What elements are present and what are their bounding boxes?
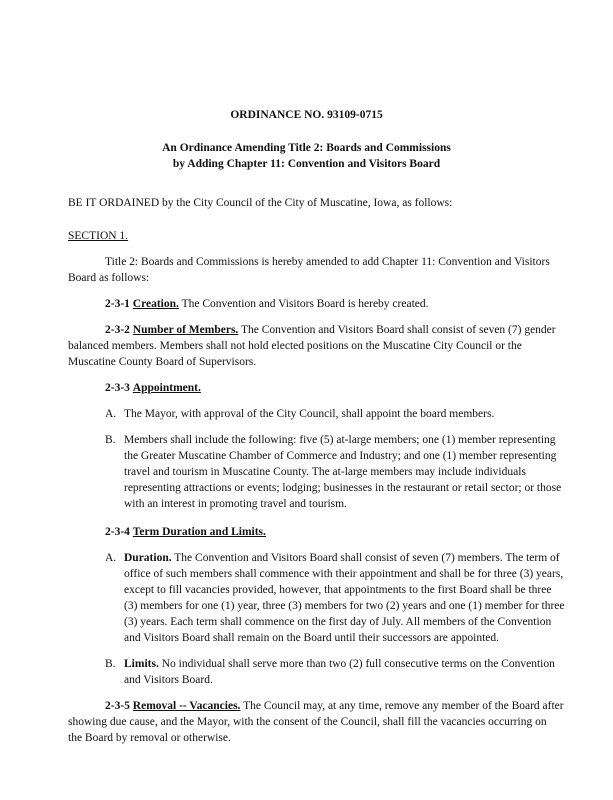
list-item-line: No individual shall serve more than two (2) full consecutive terms on the Convention	[161, 658, 555, 670]
section-text: The Council may, at any time, remove any member of the Board after	[243, 700, 564, 712]
section-heading	[68, 228, 558, 244]
list-item-text: (3) members for one (1) year, three (3) members for two (2) years and one (1) member for three	[124, 600, 565, 612]
list-item-b	[68, 432, 562, 512]
section-heading-text: SECTION 1.	[68, 230, 129, 242]
section-text: The Convention and Visitors Board is hereby created.	[181, 298, 429, 310]
list-item-text: The Mayor, with approval of the City Council, shall appoint the board members.	[124, 408, 495, 420]
section-text-line: showing due cause, and the Mayor, with the consent of the Council, shall fill the vacancies occurring on	[68, 716, 547, 728]
section-2-3-4	[68, 524, 558, 540]
section-text-line: balanced members. Members shall not hold elected positions on the Muscatine City Council or the	[68, 340, 522, 352]
section-text-line: Muscatine County Board of Supervisors.	[68, 356, 257, 368]
list-letter: A.	[105, 552, 117, 564]
list-item-text	[124, 550, 565, 566]
list-item-text: with an interest in promoting travel and tourism.	[124, 498, 347, 510]
section-heading: Appointment.	[132, 382, 201, 394]
list-item-text: travel and tourism in Muscatine County. The at-large members may include individuals	[124, 466, 526, 478]
list-item-term: Limits.	[124, 658, 159, 670]
intro-line: Title 2: Boards and Commissions is hereby amended to add Chapter 11: Convention and Visitors	[105, 256, 550, 268]
section-number: 2-3-5	[105, 700, 130, 712]
list-item-text: (3) years. Each term shall commence on the first day of July. All members of the Convention	[124, 616, 552, 628]
list-item-text: and Visitors Board shall remain on the Board until their successors are appointed.	[124, 632, 499, 644]
list-item-text	[124, 656, 555, 672]
list-item-text: the Greater Muscatine Chamber of Commerce and Industry; and one (1) member representing	[124, 450, 557, 462]
list-letter: B.	[105, 434, 116, 446]
section-number: 2-3-3	[105, 382, 130, 394]
list-item-b	[68, 656, 558, 688]
section-heading: Number of Members.	[132, 324, 239, 336]
ordinance-title: ORDINANCE NO. 93109-0715	[230, 109, 383, 121]
list-item-line: The Convention and Visitors Board shall consist of seven (7) members. The term of	[174, 552, 560, 564]
section-number: 2-3-4	[105, 526, 130, 538]
list-item-a	[68, 550, 565, 646]
section-heading: Removal -- Vacancies.	[132, 700, 241, 712]
list-item-text: Members shall include the following: five (5) at-large members; one (1) member representing	[124, 434, 556, 446]
subtitle-line: An Ordinance Amending Title 2: Boards and Commissions	[162, 142, 451, 154]
list-item-text: except to fill vacancies provided, however, that appointments to the first Board shall be three	[124, 584, 552, 596]
list-item-text: and Visitors Board.	[124, 674, 213, 686]
subtitle-line: by Adding Chapter 11: Convention and Visitors Board	[172, 158, 441, 170]
list-letter: B.	[105, 658, 116, 670]
enacting-clause: BE IT ORDAINED by the City Council of the City of Muscatine, Iowa, as follows:	[68, 197, 453, 209]
intro-line: Board as follows:	[68, 272, 150, 284]
section-heading: Creation.	[132, 298, 179, 310]
list-letter: A.	[105, 408, 117, 420]
list-item-text: office of such members shall commence with their appointment and shall be for three (3) years,	[124, 568, 564, 580]
section-2-3-2	[68, 322, 558, 338]
section-2-3-3	[68, 380, 558, 396]
section-2-3-5	[68, 698, 564, 714]
section-heading: Term Duration and Limits.	[132, 526, 266, 538]
list-item-term: Duration.	[124, 552, 172, 564]
section-text: The Convention and Visitors Board shall consist of seven (7) gender	[240, 324, 556, 336]
list-item-text: representing attractions or events; lodging; businesses in the restaurant or retail sector; or those	[124, 482, 562, 494]
list-item-a	[68, 406, 558, 422]
section-number: 2-3-1	[105, 298, 130, 310]
section-number: 2-3-2	[105, 324, 130, 336]
section-2-3-1	[68, 296, 558, 312]
section-text-line: the Board by removal or otherwise.	[68, 732, 231, 744]
